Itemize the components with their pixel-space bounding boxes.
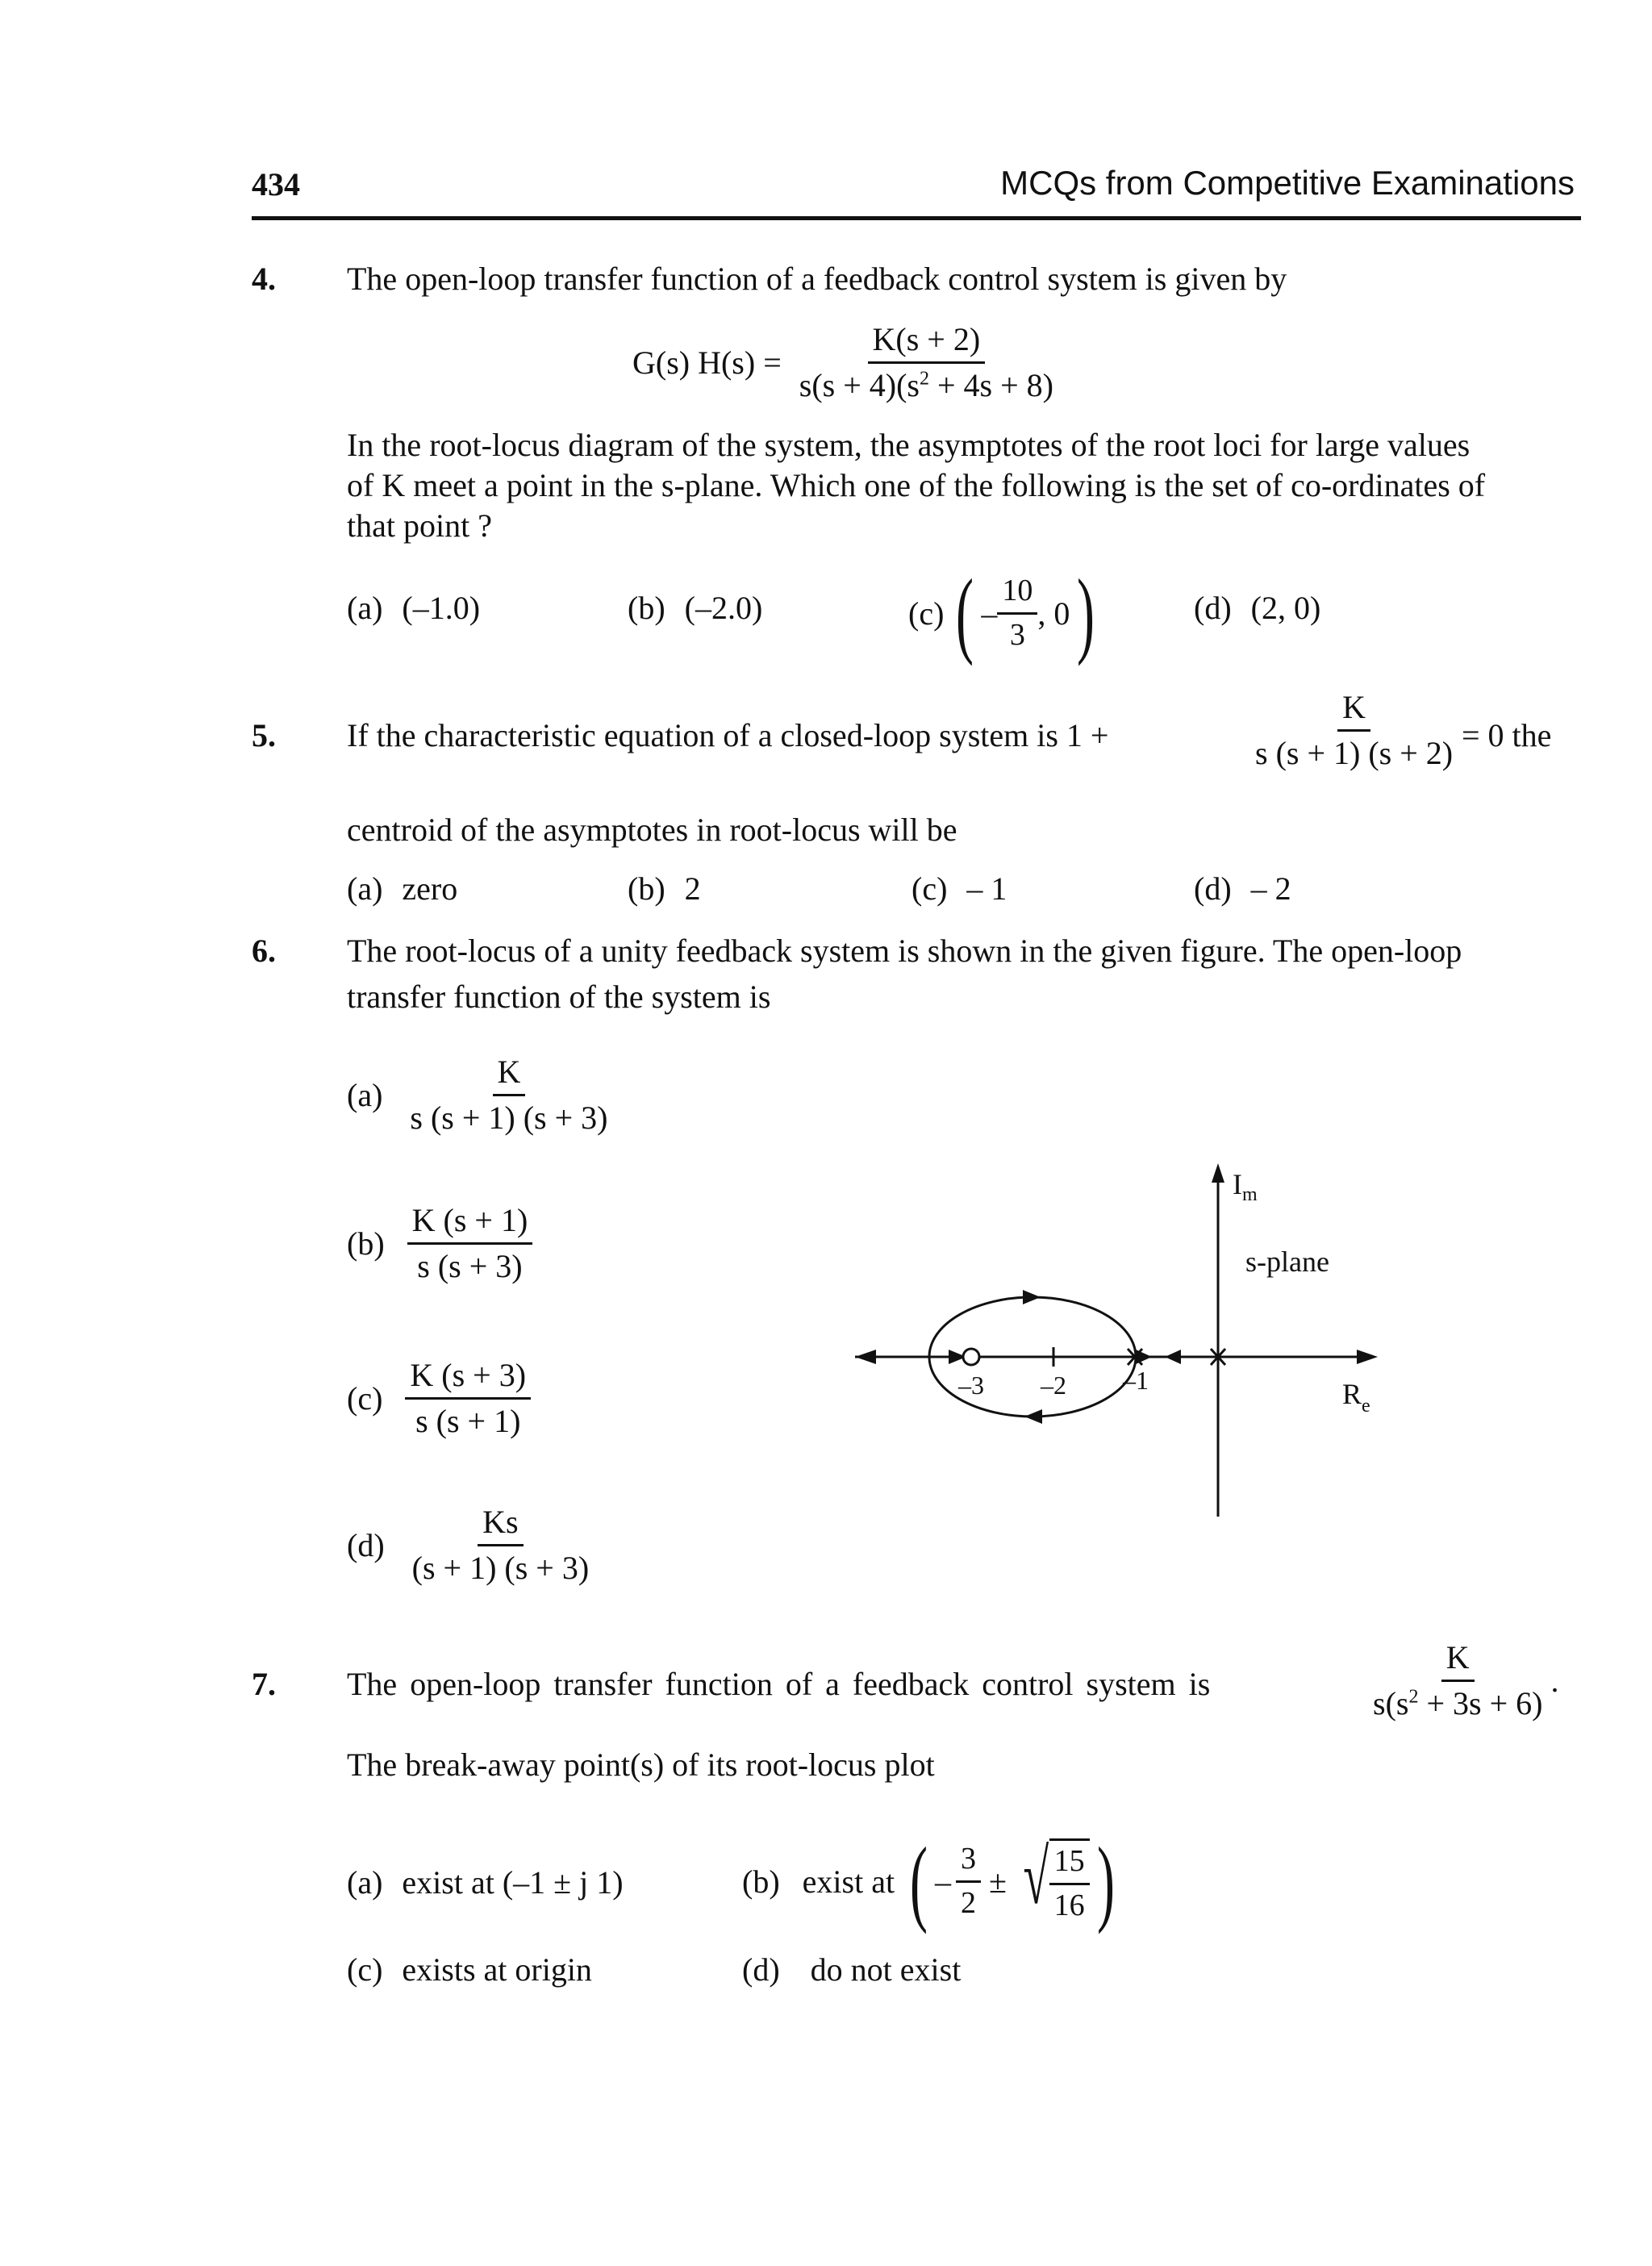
s-plane-label: s-plane <box>1245 1246 1329 1278</box>
q4-option-d-value: (2, 0) <box>1250 590 1321 626</box>
q7-den-part-b: + 3s + 6) <box>1418 1685 1543 1721</box>
q4-option-a-value: (–1.0) <box>402 590 481 626</box>
q6-option-b-label: (b) <box>347 1225 385 1262</box>
radical-sign: √ <box>1023 1834 1049 1921</box>
header-rule <box>252 216 1581 220</box>
q5-line2: centroid of the asymptotes in root-locus will be <box>347 812 957 848</box>
q7-text: The open-loop transfer function of a feedback control system is <box>347 1666 1211 1702</box>
q7-option-d <box>742 1951 961 1988</box>
q4-option-c-num: 10 <box>997 574 1037 615</box>
q6-option-c-fraction <box>405 1357 531 1440</box>
q7-option-b-pm: ± <box>989 1863 1007 1900</box>
q4-den-sup: 2 <box>919 368 929 390</box>
q6-option-b-fraction <box>407 1202 533 1285</box>
q4-body-line1: In the root-locus diagram of the system, the asymptotes of the root loci for large values <box>347 427 1471 463</box>
q5-text: If the characteristic equation of a closed-loop system is 1 + <box>347 717 1109 753</box>
q7-den-sup: 2 <box>1408 1686 1419 1708</box>
im-label: $I_m$ <box>1233 1168 1258 1205</box>
running-title: MCQs from Competitive Examinations <box>1000 164 1575 202</box>
imag-axis-arrow <box>1212 1163 1224 1183</box>
q4-option-c-tail: , 0 <box>1037 595 1070 632</box>
q4-den-part-a: s(s + 4)(s <box>799 367 920 403</box>
q5-option-a-label: (a) <box>347 870 383 907</box>
q6-line2: transfer function of the system is <box>347 979 771 1015</box>
q4-option-a-label: (a) <box>347 590 383 626</box>
q6-option-a-den: s (s + 1) (s + 3) <box>410 1100 608 1136</box>
q6-option-a-label: (a) <box>347 1077 383 1113</box>
root-locus-figure <box>839 1146 1404 1541</box>
q7-option-b-minus: – <box>935 1863 952 1900</box>
q7-option-d-label: (d) <box>742 1951 780 1988</box>
q6-option-d-label: (d) <box>347 1527 385 1563</box>
q5-option-a <box>347 870 457 908</box>
q6-option-a <box>347 1054 613 1137</box>
q6-option-c-label: (c) <box>347 1380 383 1417</box>
q6-option-a-fraction <box>405 1054 612 1137</box>
real-axis-right-arrow <box>1357 1350 1378 1364</box>
q7-fraction-wrap <box>1368 1639 1558 1722</box>
q6-option-c <box>347 1357 531 1440</box>
q5-option-d-value: – 2 <box>1250 870 1291 907</box>
q7-denominator <box>1368 1682 1547 1722</box>
q5-option-d-label: (d) <box>1194 870 1232 907</box>
q6-option-d <box>347 1504 594 1587</box>
q6-number: 6. <box>252 933 276 969</box>
q7-den-part-a: s(s <box>1373 1685 1409 1721</box>
q4-lhs: G(s) H(s) = <box>632 344 782 381</box>
q5-option-c <box>912 870 1007 908</box>
q7-option-b-rnum: 15 <box>1049 1844 1090 1885</box>
q7-option-b-frac <box>956 1842 981 1921</box>
q4-option-c-fraction <box>997 574 1037 653</box>
q4-option-c-den: 3 <box>1009 617 1025 652</box>
q7-option-a-value: exist at (–1 ± j 1) <box>402 1864 624 1901</box>
q7-option-b-sqrt <box>1015 1834 1090 1923</box>
q7-option-a-label: (a) <box>347 1864 383 1901</box>
q6-option-d-fraction <box>407 1504 594 1587</box>
q6-option-d-num: Ks <box>478 1504 523 1546</box>
q7-option-b-rden: 16 <box>1053 1888 1085 1922</box>
q4-number: 4. <box>252 261 276 297</box>
q7-number: 7. <box>252 1666 276 1702</box>
q4-option-c <box>908 557 1102 670</box>
q5-number: 5. <box>252 717 276 753</box>
q5-option-b <box>628 870 701 908</box>
zero-marker <box>963 1349 979 1365</box>
q4-denominator <box>795 364 1058 404</box>
q4-option-c-close-paren: ) <box>1077 559 1095 666</box>
q4-option-c-label: (c) <box>908 595 945 632</box>
q6-option-b-num: K (s + 1) <box>407 1202 533 1245</box>
q6-option-c-num: K (s + 3) <box>405 1357 531 1400</box>
q7-option-b-root-frac <box>1049 1838 1090 1923</box>
q7-option-a <box>347 1863 624 1901</box>
q5-option-d <box>1194 870 1291 908</box>
q5-option-c-label: (c) <box>912 870 948 907</box>
q6-line1: The root-locus of a unity feedback system is shown in the given figure. The open-loop <box>347 933 1462 969</box>
q6-option-b-den: s (s + 3) <box>417 1248 523 1284</box>
q7-option-b-close-paren: ) <box>1096 1827 1115 1934</box>
q6-option-d-den: (s + 1) (s + 3) <box>411 1550 590 1586</box>
re-label: $R_e$ <box>1342 1378 1370 1417</box>
q5-option-c-value: – 1 <box>966 870 1007 907</box>
q7-option-b <box>742 1825 1122 1938</box>
q7-option-b-label: (b) <box>742 1863 780 1900</box>
q6-option-b <box>347 1202 532 1285</box>
q5-numerator: K <box>1337 689 1370 732</box>
q7-numerator: K <box>1441 1639 1475 1682</box>
axis-arrow-left <box>1165 1350 1181 1364</box>
q4-option-b-label: (b) <box>628 590 665 626</box>
q7-option-c <box>347 1951 592 1988</box>
q4-option-b-value: (–2.0) <box>684 590 763 626</box>
q7-option-b-den: 2 <box>961 1885 977 1920</box>
q5-option-b-label: (b) <box>628 870 665 907</box>
q5-option-b-value: 2 <box>684 870 701 907</box>
locus-arrow-bottom <box>1024 1409 1042 1424</box>
q7-option-b-prefix: exist at <box>802 1863 895 1900</box>
tick-label-minus-3: –3 <box>958 1371 984 1400</box>
q4-body-line2: of K meet a point in the s-plane. Which one of the following is the set of co-ordinates of <box>347 467 1486 503</box>
q7-option-b-open-paren: ( <box>910 1827 928 1934</box>
q5-tail: = 0 the <box>1462 717 1552 753</box>
q4-option-b <box>628 589 762 627</box>
q4-equation <box>632 321 1058 404</box>
q7-option-d-value: do not exist <box>810 1951 962 1988</box>
q7-period: . <box>1550 1663 1559 1699</box>
q5-option-a-value: zero <box>402 870 458 907</box>
q4-option-d <box>1194 589 1320 627</box>
page-number: 434 <box>252 166 300 202</box>
q6-option-a-num: K <box>493 1054 526 1096</box>
q4-numerator: K(s + 2) <box>868 321 986 364</box>
real-axis-left-arrow <box>855 1350 876 1364</box>
tick-label-minus-2: –2 <box>1041 1371 1066 1400</box>
q4-option-c-minus: – <box>981 595 998 632</box>
q7-option-b-num: 3 <box>956 1842 981 1883</box>
q4-body-line3: that point ? <box>347 507 492 544</box>
q4-fraction <box>795 321 1058 404</box>
q7-option-c-value: exists at origin <box>402 1951 592 1988</box>
q5-frac <box>1250 689 1458 772</box>
q5-fraction <box>1250 689 1458 772</box>
q7-option-c-label: (c) <box>347 1951 383 1988</box>
q4-den-part-b: + 4s + 8) <box>928 367 1053 403</box>
q4-option-a <box>347 589 480 627</box>
q4-option-c-open-paren: ( <box>956 559 974 666</box>
locus-arrow-top <box>1023 1290 1041 1304</box>
q4-option-d-label: (d) <box>1194 590 1232 626</box>
tick-label-minus-1: –1 <box>1123 1366 1149 1395</box>
q4-text: The open-loop transfer function of a feedback control system is given by <box>347 261 1287 297</box>
q6-option-c-den: s (s + 1) <box>415 1403 521 1439</box>
q5-denominator: s (s + 1) (s + 2) <box>1255 735 1454 771</box>
q7-line2: The break-away point(s) of its root-locus plot <box>347 1746 935 1783</box>
q7-fraction <box>1368 1639 1547 1722</box>
